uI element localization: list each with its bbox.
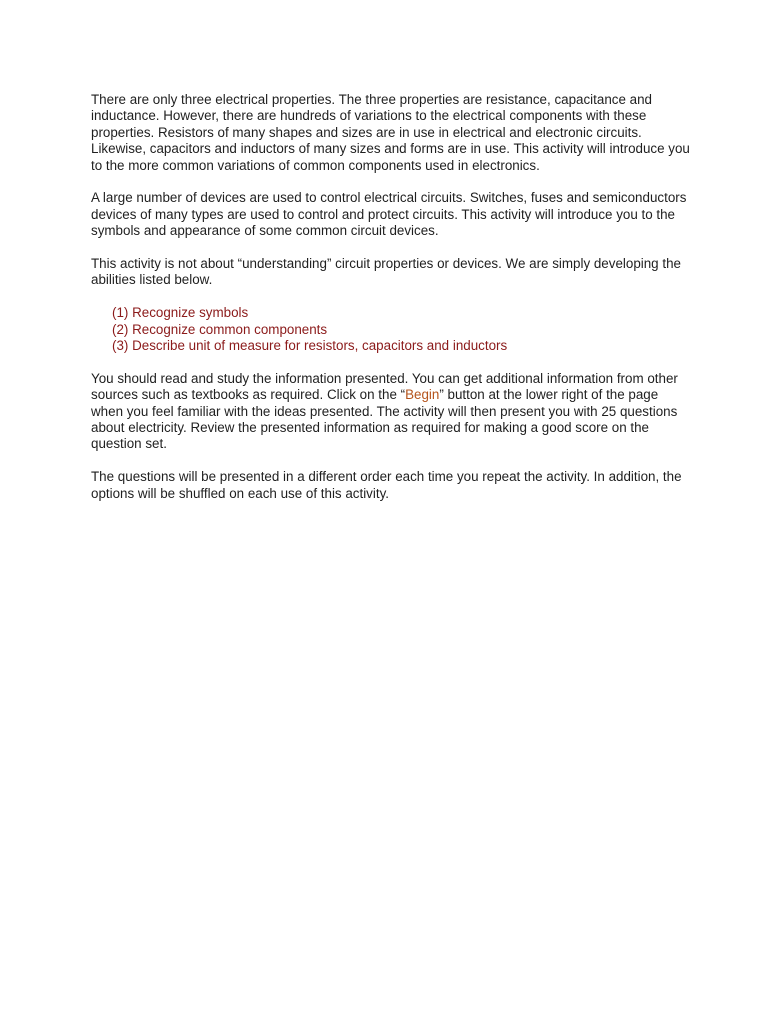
objectives-list <box>91 305 691 354</box>
document-body <box>91 92 691 518</box>
objective-item: (1) Recognize symbols <box>112 305 249 321</box>
instructions-paragraph <box>91 371 691 453</box>
instructions-text-start: You should read and study the information presented. You can get additional information from other sources such as textbooks as required. Click on the “ <box>91 370 678 403</box>
instructions-text-end: ” button at the lower right of the page when you feel familiar with the ideas presented. The activity will then present you with 25 questions about electricity. Review the presented information as required for making a good score on the question set. <box>91 387 678 452</box>
intro-paragraph: There are only three electrical properties. The three properties are resistance, capacitance and inductance. However, there are hundreds of variations to the electrical components with these properties. Resistors of many shapes and sizes are in use in electrical and electronic circuits. Likewise, capacitors and inductors of many sizes and forms are in use. This activity will introduce you to the more common variations of common components used in electronics. <box>91 92 690 173</box>
objective-item: (3) Describe unit of measure for resistors, capacitors and inductors <box>112 338 508 354</box>
begin-reference: Begin <box>405 387 440 403</box>
shuffle-paragraph: The questions will be presented in a different order each time you repeat the activity. In addition, the options will be shuffled on each use of this activity. <box>91 469 682 501</box>
objective-item: (2) Recognize common components <box>112 321 328 337</box>
devices-paragraph: A large number of devices are used to control electrical circuits. Switches, fuses and semiconductors devices of many types are used to control and protect circuits. This activity will introduce you to the symbols and appearance of some common circuit devices. <box>91 190 687 239</box>
purpose-paragraph: This activity is not about “understanding” circuit properties or devices. We are simply developing the abilities listed below. <box>91 256 681 288</box>
